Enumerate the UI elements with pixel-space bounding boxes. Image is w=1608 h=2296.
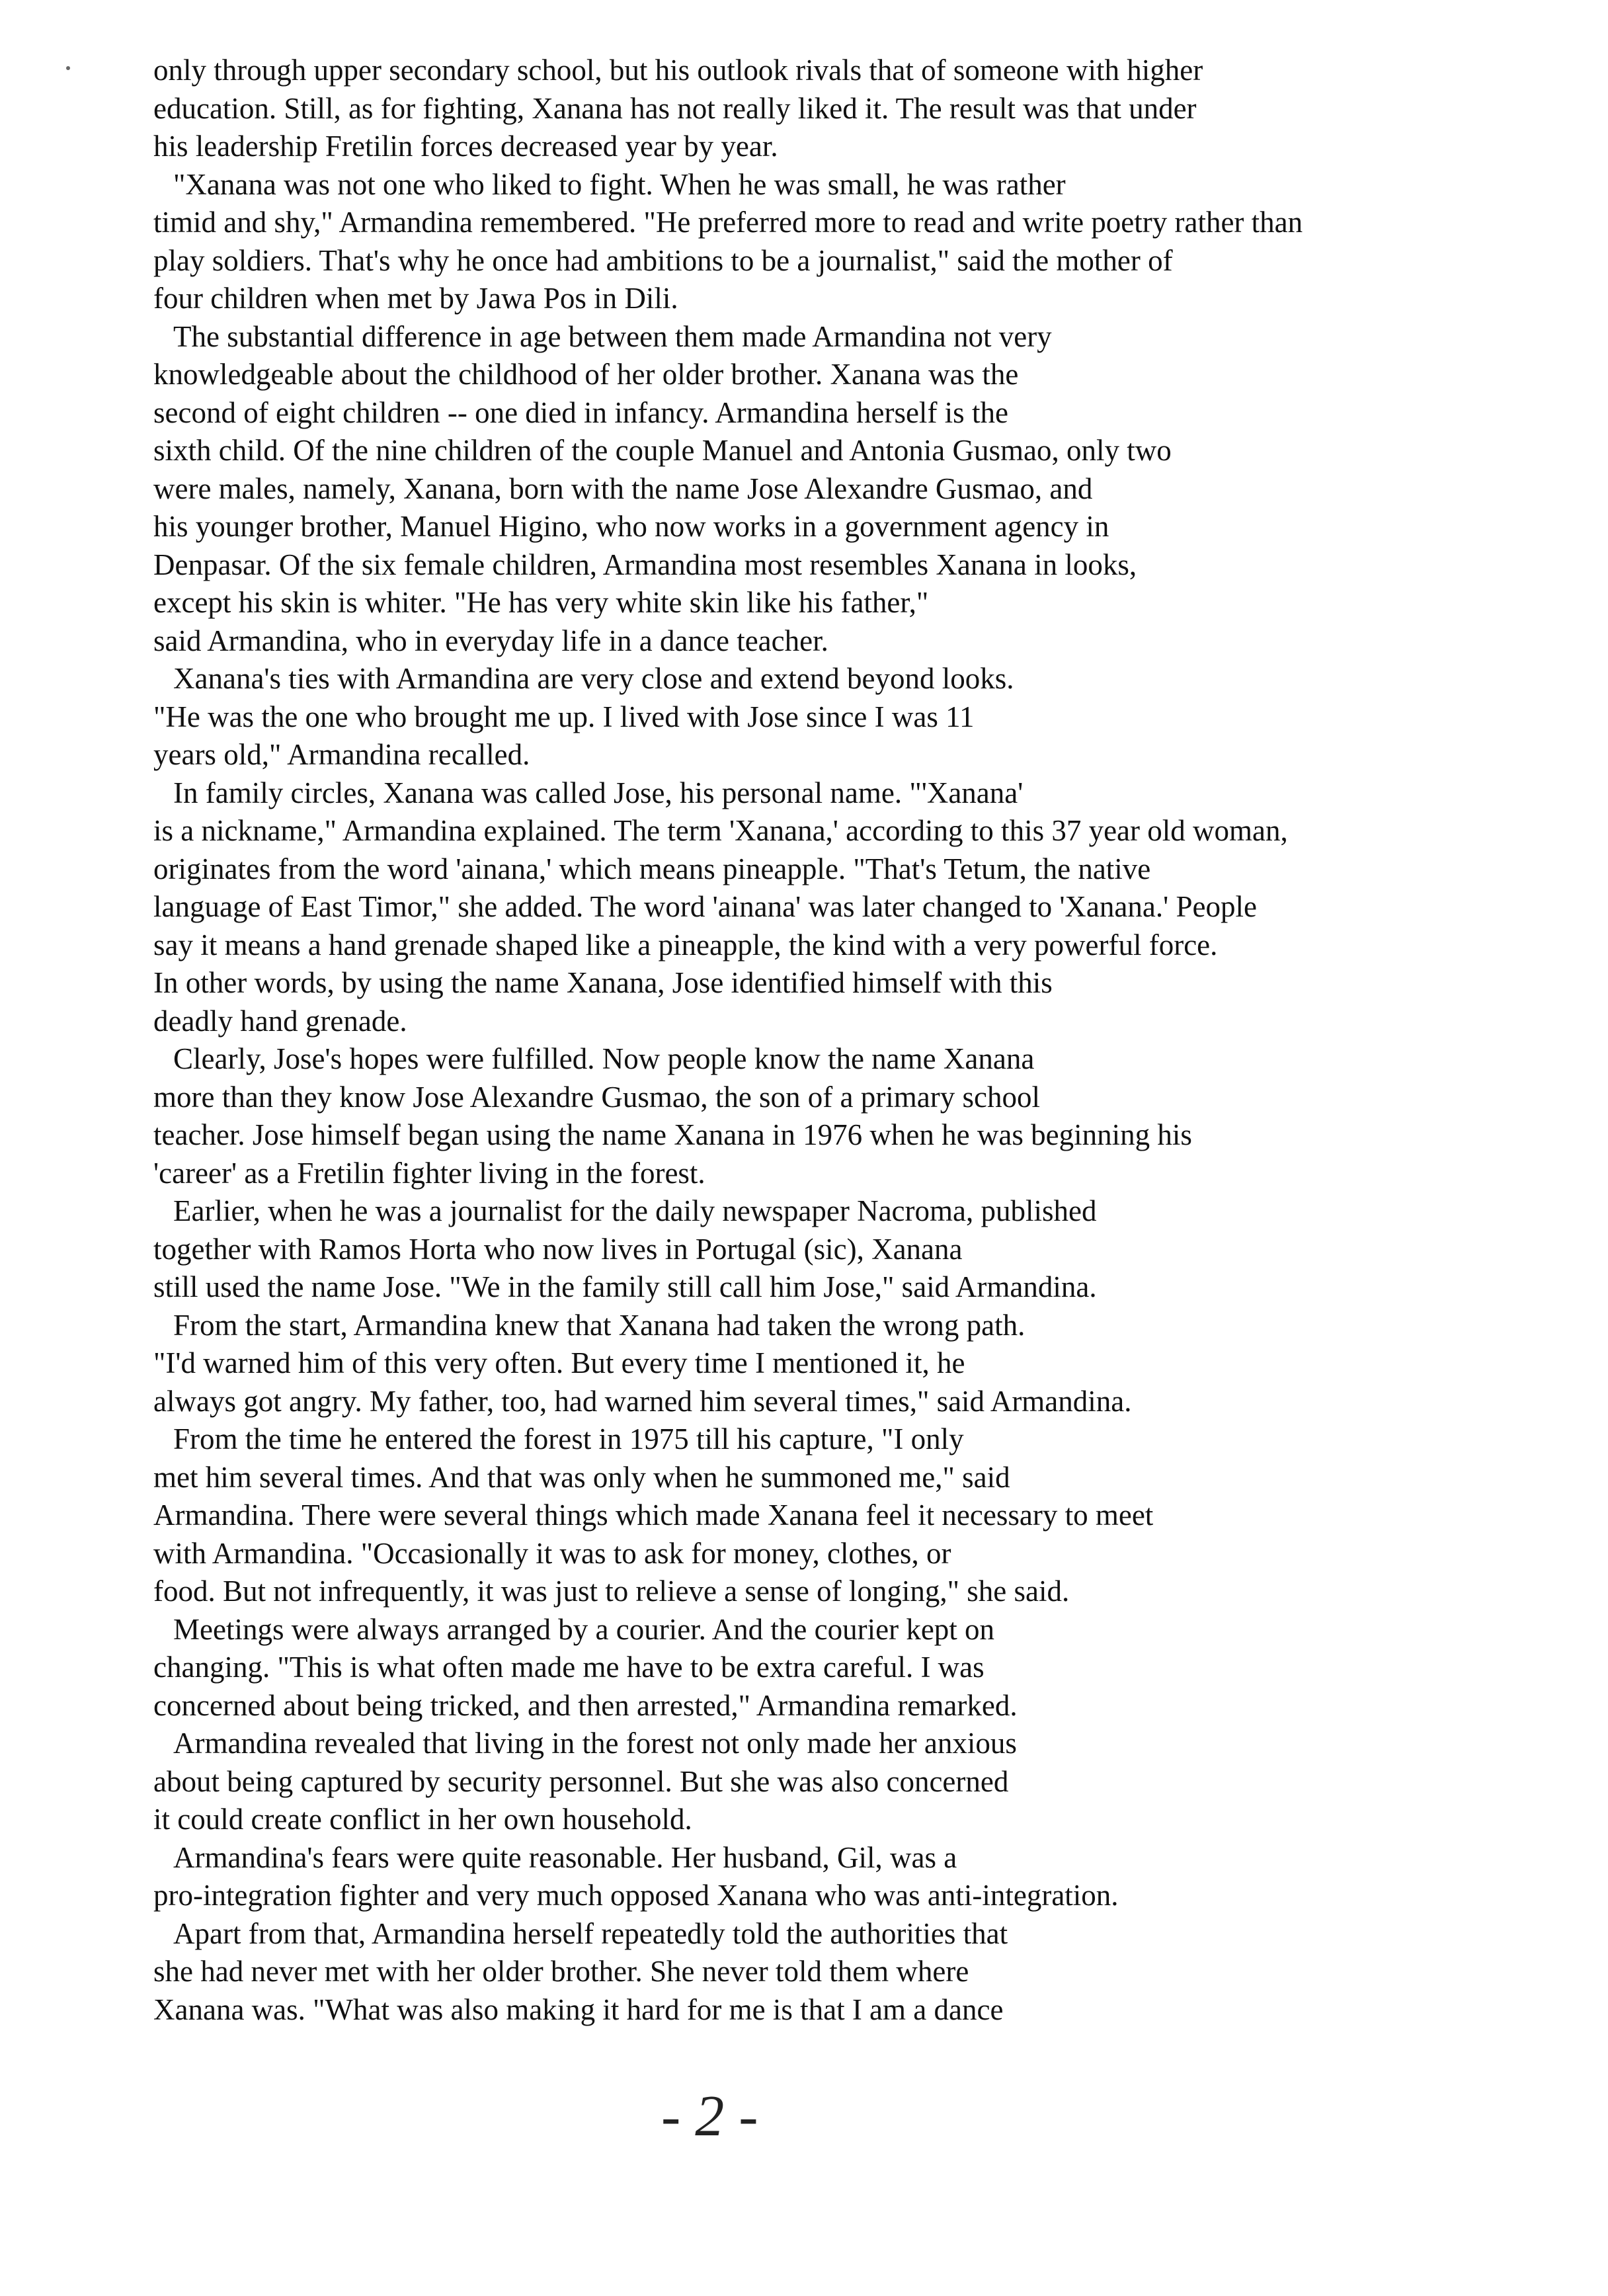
text-line: only through upper secondary school, but his outlook rivals that of someone with higher — [153, 54, 1203, 87]
text-line: language of East Timor," she added. The word 'ainana' was later changed to 'Xanana.' People — [153, 890, 1257, 923]
text-line: she had never met with her older brother. She never told them where — [153, 1955, 969, 1988]
text-line: In other words, by using the name Xanana, Jose identified himself with this — [153, 966, 1053, 999]
text-line: Xanana was. "What was also making it hard for me is that I am a dance — [153, 1992, 1004, 2026]
text-line: his younger brother, Manuel Higino, who now works in a government agency in — [153, 510, 1109, 543]
text-line: teacher. Jose himself began using the name Xanana in 1976 when he was beginning his — [153, 1118, 1192, 1151]
body-text — [153, 52, 1476, 2029]
text-line: say it means a hand grenade shaped like a pineapple, the kind with a very powerful force. — [153, 928, 1218, 962]
text-line: four children when met by Jawa Pos in Dili. — [153, 282, 678, 315]
text-line: originates from the word 'ainana,' which means pineapple. "That's Tetum, the native — [153, 852, 1151, 885]
text-line: Apart from that, Armandina herself repeatedly told the authorities that — [173, 1916, 1008, 1950]
text-line: were males, namely, Xanana, born with the name Jose Alexandre Gusmao, and — [153, 472, 1093, 505]
text-line: "I'd warned him of this very often. But every time I mentioned it, he — [153, 1346, 965, 1379]
text-line: Denpasar. Of the six female children, Armandina most resembles Xanana in looks, — [153, 548, 1137, 581]
text-line: Meetings were always arranged by a courier. And the courier kept on — [173, 1612, 995, 1646]
text-line: pro-integration fighter and very much opposed Xanana who was anti-integration. — [153, 1879, 1119, 1912]
text-line: with Armandina. "Occasionally it was to ask for money, clothes, or — [153, 1536, 951, 1570]
text-line: his leadership Fretilin forces decreased year by year. — [153, 130, 778, 163]
text-line: Armandina's fears were quite reasonable. Her husband, Gil, was a — [173, 1840, 957, 1874]
text-line: always got angry. My father, too, had warned him several times," said Armandina. — [153, 1384, 1132, 1418]
text-line: timid and shy," Armandina remembered. "He preferred more to read and write poetry rather than — [153, 206, 1303, 239]
text-line: From the start, Armandina knew that Xanana had taken the wrong path. — [173, 1308, 1025, 1342]
text-line: it could create conflict in her own household. — [153, 1803, 692, 1836]
text-line: 'career' as a Fretilin fighter living in the forest. — [153, 1156, 705, 1190]
text-line: knowledgeable about the childhood of her older brother. Xanana was the — [153, 358, 1019, 391]
text-line: still used the name Jose. "We in the family still call him Jose," said Armandina. — [153, 1270, 1097, 1303]
text-line: together with Ramos Horta who now lives in Portugal (sic), Xanana — [153, 1232, 963, 1266]
text-line: Armandina revealed that living in the forest not only made her anxious — [173, 1727, 1017, 1760]
text-line: play soldiers. That's why he once had ambitions to be a journalist," said the mother of — [153, 243, 1173, 277]
text-line: "Xanana was not one who liked to fight. When he was small, he was rather — [173, 167, 1066, 201]
text-line: Clearly, Jose's hopes were fulfilled. Now people know the name Xanana — [173, 1042, 1035, 1075]
text-line: except his skin is whiter. "He has very white skin like his father," — [153, 586, 929, 619]
text-line: years old," Armandina recalled. — [153, 738, 530, 771]
text-line: is a nickname," Armandina explained. The term 'Xanana,' according to this 37 year old woman, — [153, 814, 1288, 847]
text-line: about being captured by security personnel. But she was also concerned — [153, 1764, 1009, 1798]
text-line: food. But not infrequently, it was just to relieve a sense of longing," she said. — [153, 1575, 1070, 1608]
text-line: Xanana's ties with Armandina are very close and extend beyond looks. — [173, 662, 1014, 695]
text-line: sixth child. Of the nine children of the couple Manuel and Antonia Gusmao, only two — [153, 434, 1172, 467]
text-line: deadly hand grenade. — [153, 1004, 407, 1038]
margin-speck — [66, 66, 70, 70]
text-line: "He was the one who brought me up. I lived with Jose since I was 11 — [153, 700, 975, 733]
text-line: met him several times. And that was only when he summoned me," said — [153, 1460, 1010, 1494]
text-line: In family circles, Xanana was called Jose, his personal name. "'Xanana' — [173, 776, 1024, 809]
text-line: concerned about being tricked, and then arrested," Armandina remarked. — [153, 1688, 1018, 1722]
text-line: The substantial difference in age between them made Armandina not very — [173, 319, 1052, 353]
text-line: Earlier, when he was a journalist for the daily newspaper Nacroma, published — [173, 1194, 1097, 1227]
text-line: education. Still, as for fighting, Xanana has not really liked it. The result was that under — [153, 91, 1197, 125]
text-line: Armandina. There were several things which made Xanana feel it necessary to meet — [153, 1498, 1154, 1532]
text-line: second of eight children -- one died in infancy. Armandina herself is the — [153, 395, 1008, 429]
text-line: said Armandina, who in everyday life in a dance teacher. — [153, 624, 828, 657]
text-line: From the time he entered the forest in 1975 till his capture, "I only — [173, 1422, 964, 1456]
text-line: more than they know Jose Alexandre Gusmao, the son of a primary school — [153, 1080, 1040, 1114]
page-number: - 2 - — [661, 2084, 758, 2149]
text-line: changing. "This is what often made me have to be extra careful. I was — [153, 1651, 985, 1684]
